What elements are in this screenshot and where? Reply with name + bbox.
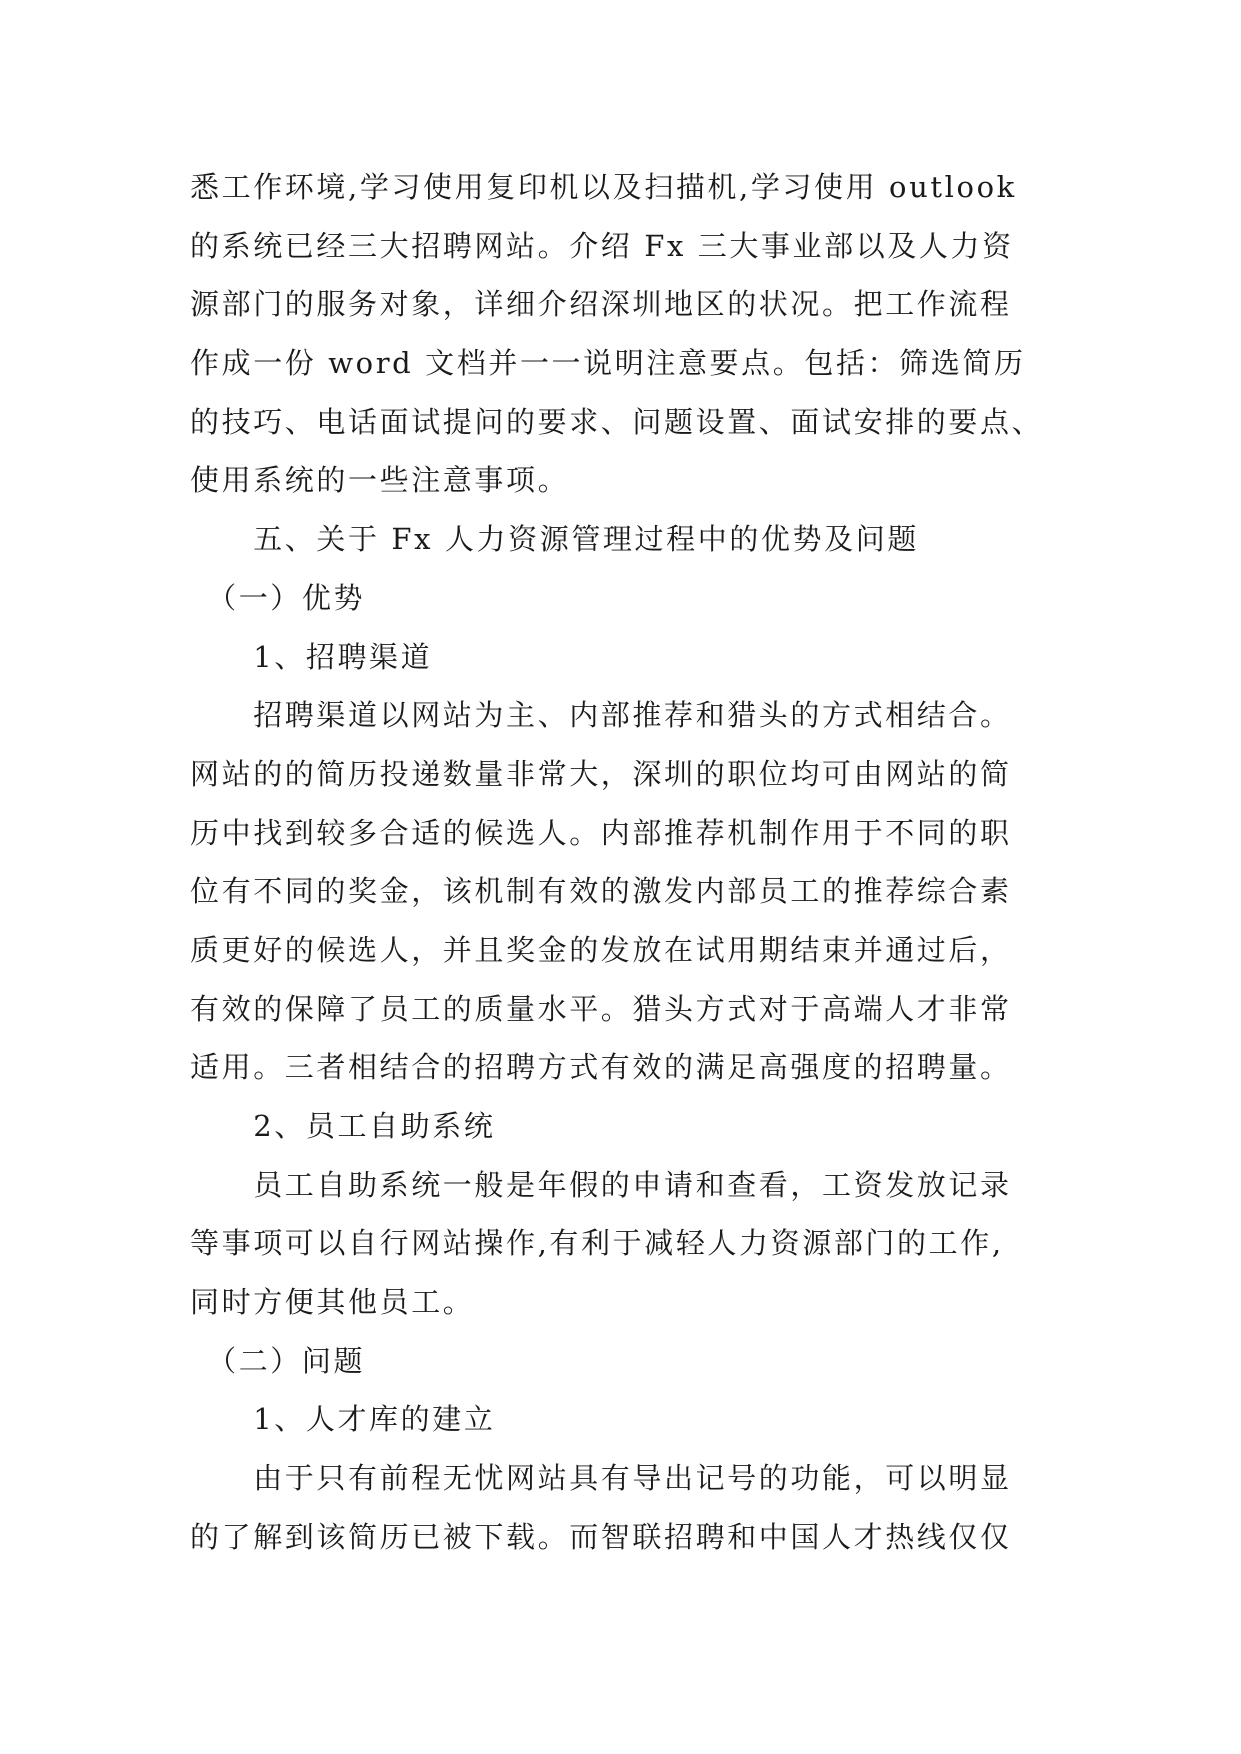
- text-line: 由于只有前程无忧网站具有导出记号的功能，可以明显: [190, 1461, 1012, 1496]
- paragraph: [190, 686, 1090, 1097]
- text-line: （二）问题: [190, 1343, 366, 1378]
- text-line: 1、人才库的建立: [190, 1402, 496, 1437]
- text-line: 使用系统的一些注意事项。: [190, 463, 570, 498]
- section-heading: [190, 569, 1090, 628]
- text-line: 网站的的简历投递数量非常大，深圳的职位均可由网站的简: [190, 756, 1012, 791]
- text-line: 质更好的候选人，并且奖金的发放在试用期结束并通过后，: [190, 932, 1012, 967]
- text-line: 的技巧、电话面试提问的要求、问题设置、面试安排的要点、: [190, 404, 1044, 439]
- text-line: （一）优势: [190, 580, 366, 615]
- text-line: 同时方便其他员工。: [190, 1285, 475, 1320]
- text-line: 适用。三者相结合的招聘方式有效的满足高强度的招聘量。: [190, 1050, 1012, 1085]
- text-line: 员工自助系统一般是年假的申请和查看，工资发放记录: [190, 1167, 1012, 1202]
- section-heading: [190, 1097, 1090, 1156]
- text-line: 有效的保障了员工的质量水平。猎头方式对于高端人才非常: [190, 991, 1012, 1026]
- text-line: 的了解到该简历已被下载。而智联招聘和中国人才热线仅仅: [190, 1519, 1012, 1554]
- text-line: 的系统已经三大招聘网站。介绍 Fx 三大事业部以及人力资: [190, 228, 1014, 263]
- text-line: 历中找到较多合适的候选人。内部推荐机制作用于不同的职: [190, 815, 1012, 850]
- text-line: 源部门的服务对象，详细介绍深圳地区的状况。把工作流程: [190, 287, 1012, 322]
- section-heading: [190, 628, 1090, 687]
- paragraph: [190, 1156, 1090, 1332]
- text-line: 悉工作环境,学习使用复印机以及扫描机,学习使用 outlook: [190, 170, 1017, 204]
- section-heading: [190, 510, 1090, 569]
- section-heading: [190, 1332, 1090, 1391]
- text-line: 等事项可以自行网站操作,有利于减轻人力资源部门的工作,: [190, 1226, 1004, 1261]
- text-line: 1、招聘渠道: [190, 639, 433, 674]
- text-line: 2、员工自助系统: [190, 1109, 496, 1143]
- text-line: 作成一份 word 文档并一一说明注意要点。包括：筛选简历: [190, 346, 1026, 381]
- paragraph: [190, 158, 1090, 510]
- text-line: 招聘渠道以网站为主、内部推荐和猎头的方式相结合。: [190, 698, 1012, 733]
- document-body: [190, 158, 1090, 1567]
- section-heading: [190, 1390, 1090, 1449]
- text-line: 位有不同的奖金，该机制有效的激发内部员工的推荐综合素: [190, 874, 1012, 909]
- paragraph: [190, 1449, 1090, 1566]
- text-line: 五、关于 Fx 人力资源管理过程中的优势及问题: [190, 522, 919, 557]
